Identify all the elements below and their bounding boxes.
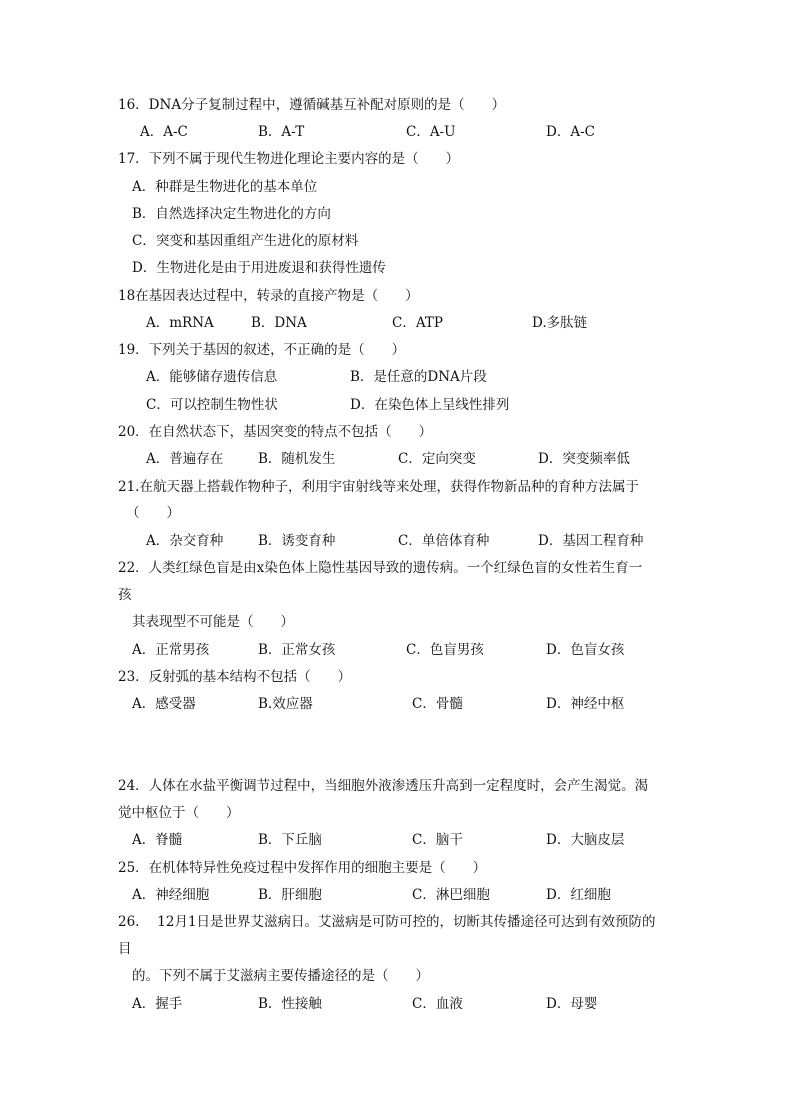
question-22-stem: 22．人类红绿色盲是由x染色体上隐性基因导致的遗传病。一个红绿色盲的女性若生育一 [118, 560, 643, 576]
question-16-option-a: A．A-C [140, 124, 188, 140]
question-19-option-d: D．在染色体上呈线性排列 [350, 397, 510, 413]
question-16-option-c: C．A-U [406, 124, 456, 140]
question-18-option-c: C．ATP [392, 315, 443, 331]
question-24-stem: 24．人体在水盐平衡调节过程中，当细胞外液渗透压升高到一定程度时，会产生渴觉。渴 [118, 778, 649, 794]
question-26-option-c: C．血液 [412, 996, 463, 1012]
question-17-option-d: D．生物进化是由于用进废退和获得性遗传 [132, 260, 386, 276]
question-22-option-d: D．色盲女孩 [546, 642, 625, 658]
question-25-stem: 25．在机体特异性免疫过程中发挥作用的细胞主要是（ ） [118, 860, 487, 876]
question-19-option-a: A．能够储存遗传信息 [146, 369, 278, 385]
question-20-option-b: B．随机发生 [258, 451, 336, 467]
question-26-stem-continued: 的。下列不属于艾滋病主要传播途径的是（ ） [132, 968, 429, 984]
question-26-stem-wrap: 目 [118, 941, 132, 957]
question-16-option-d: D．A-C [546, 124, 595, 140]
question-25-option-c: C．淋巴细胞 [412, 887, 490, 903]
question-21-stem: 21.在航天器上搭载作物种子，利用宇宙射线等来处理，获得作物新品种的育种方法属于 [118, 479, 639, 495]
question-20-option-c: C．定向突变 [398, 451, 476, 467]
question-24-option-c: C．脑干 [412, 832, 463, 848]
question-20-stem: 20．在自然状态下，基因突变的特点不包括（ ） [118, 424, 433, 440]
question-18-option-b: B．DNA [251, 315, 307, 331]
question-19-option-b: B．是任意的DNA片段 [350, 369, 487, 385]
question-19-stem: 19．下列关于基因的叙述，不正确的是（ ） [118, 342, 406, 358]
question-21-option-a: A．杂交育种 [146, 533, 224, 549]
question-24-option-a: A．脊髓 [132, 832, 183, 848]
question-20-option-a: A．普遍存在 [146, 451, 224, 467]
question-21-option-c: C．单倍体育种 [398, 533, 490, 549]
question-25-option-b: B．肝细胞 [258, 887, 322, 903]
question-23-option-c: C．骨髓 [412, 696, 463, 712]
question-18-option-a: A．mRNA [146, 315, 214, 331]
question-21-stem-continued: （ ） [126, 505, 180, 521]
question-22-stem-wrap: 孩 [118, 587, 132, 603]
question-16-option-b: B．A-T [258, 124, 305, 140]
question-17-option-a: A．种群是生物进化的基本单位 [132, 179, 318, 195]
question-16-stem: 16．DNA分子复制过程中，遵循碱基互补配对原则的是（ ） [118, 97, 506, 113]
question-24-stem-continued: 觉中枢位于（ ） [118, 805, 240, 821]
question-17-stem: 17．下列不属于现代生物进化理论主要内容的是（ ） [118, 151, 460, 167]
question-25-option-d: D．红细胞 [546, 887, 611, 903]
question-25-option-a: A．神经细胞 [132, 887, 210, 903]
question-26-option-b: B．性接触 [258, 996, 322, 1012]
question-26-option-a: A．握手 [132, 996, 183, 1012]
question-23-option-a: A．感受器 [132, 696, 196, 712]
question-22-option-a: A．正常男孩 [132, 642, 210, 658]
question-18-option-d: D.多肽链 [532, 315, 588, 331]
question-18-stem: 18在基因表达过程中，转录的直接产物是（ ） [118, 288, 419, 304]
question-24-option-d: D．大脑皮层 [546, 832, 625, 848]
question-26-option-d: D．母婴 [546, 996, 598, 1012]
question-23-option-d: D．神经中枢 [546, 696, 625, 712]
question-22-option-b: B．正常女孩 [258, 642, 336, 658]
question-19-option-c: C．可以控制生物性状 [146, 397, 278, 413]
question-24-option-b: B．下丘脑 [258, 832, 322, 848]
question-21-option-b: B．诱变育种 [258, 533, 336, 549]
question-22-stem-continued: 其表现型不可能是（ ） [132, 614, 294, 630]
question-17-option-b: B．自然选择决定生物进化的方向 [132, 206, 331, 222]
question-22-option-c: C．色盲男孩 [406, 642, 484, 658]
question-17-option-c: C．突变和基因重组产生进化的原材料 [132, 233, 359, 249]
question-26-stem: 26. 12月1日是世界艾滋病日。艾滋病是可防可控的，切断其传播途径可达到有效预防的 [118, 914, 656, 930]
question-23-stem: 23．反射弧的基本结构不包括（ ） [118, 669, 352, 685]
question-21-option-d: D．基因工程育种 [538, 533, 644, 549]
question-20-option-d: D．突变频率低 [538, 451, 630, 467]
question-23-option-b: B.效应器 [258, 696, 313, 712]
